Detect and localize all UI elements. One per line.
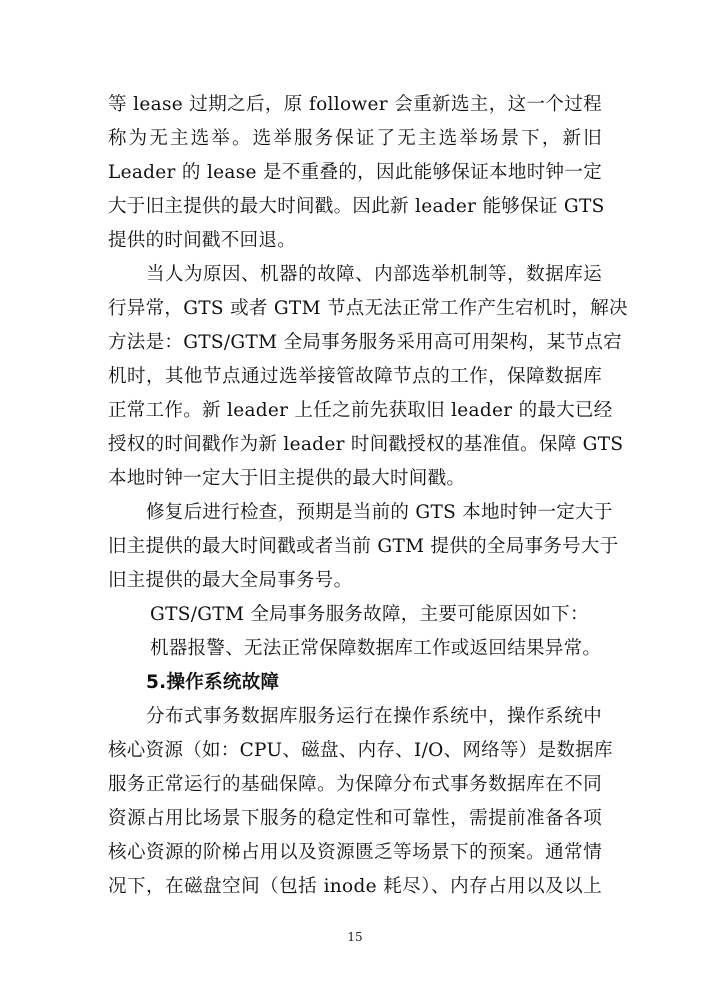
text-line-16: GTS/GTM 全局事务服务故障，主要可能原因如下： <box>150 604 589 625</box>
text-line-7: 行异常，GTS 或者 GTM 节点无法正常工作产生宕机时，解决 <box>108 298 628 319</box>
text-line-9: 机时，其他节点通过选举接管故障节点的工作，保障数据库 <box>108 366 602 387</box>
text-line-10: 正常工作。新 leader 上任之前先获取旧 leader 的最大已经 <box>108 400 613 421</box>
text-line-24: 况下，在磁盘空间（包括 inode 耗尽）、内存占用以及以上 <box>108 876 602 897</box>
section-heading: 5.操作系统故障 <box>146 672 280 693</box>
text-line-1: 等 lease 过期之后，原 follower 会重新选主，这一个过程 <box>108 94 602 115</box>
text-line-14: 旧主提供的最大时间戳或者当前 GTM 提供的全局事务号大于 <box>108 536 619 557</box>
text-line-6: 当人为原因、机器的故障、内部选举机制等，数据库运 <box>146 264 602 285</box>
text-line-8: 方法是：GTS/GTM 全局事务服务采用高可用架构，某节点宕 <box>108 332 622 353</box>
text-line-15: 旧主提供的最大全局事务号。 <box>108 570 353 591</box>
text-line-11: 授权的时间戳作为新 leader 时间戳授权的基准值。保障 GTS <box>108 434 624 455</box>
text-line-4: 大于旧主提供的最大时间戳。因此新 leader 能够保证 GTS <box>108 196 605 217</box>
page-number: 15 <box>347 930 363 944</box>
text-line-2: 称为无主选举。选举服务保证了无主选举场景下，新旧 <box>108 128 602 149</box>
text-line-23: 核心资源的阶梯占用以及资源匮乏等场景下的预案。通常情 <box>108 842 602 863</box>
text-line-17: 机器报警、无法正常保障数据库工作或返回结果异常。 <box>150 638 602 659</box>
text-line-12: 本地时钟一定大于旧主提供的最大时间戳。 <box>108 468 466 489</box>
text-line-22: 资源占用比场景下服务的稳定性和可靠性，需提前准备各项 <box>108 808 602 829</box>
text-line-13: 修复后进行检查，预期是当前的 GTS 本地时钟一定大于 <box>146 502 613 523</box>
text-line-3: Leader 的 lease 是不重叠的，因此能够保证本地时钟一定 <box>108 162 602 183</box>
text-line-5: 提供的时间戳不回退。 <box>108 230 297 251</box>
text-line-19: 分布式事务数据库服务运行在操作系统中，操作系统中 <box>146 706 602 727</box>
text-line-20: 核心资源（如：CPU、磁盘、内存、I/O、网络等）是数据库 <box>108 740 613 761</box>
text-line-21: 服务正常运行的基础保障。为保障分布式事务数据库在不同 <box>108 774 602 795</box>
